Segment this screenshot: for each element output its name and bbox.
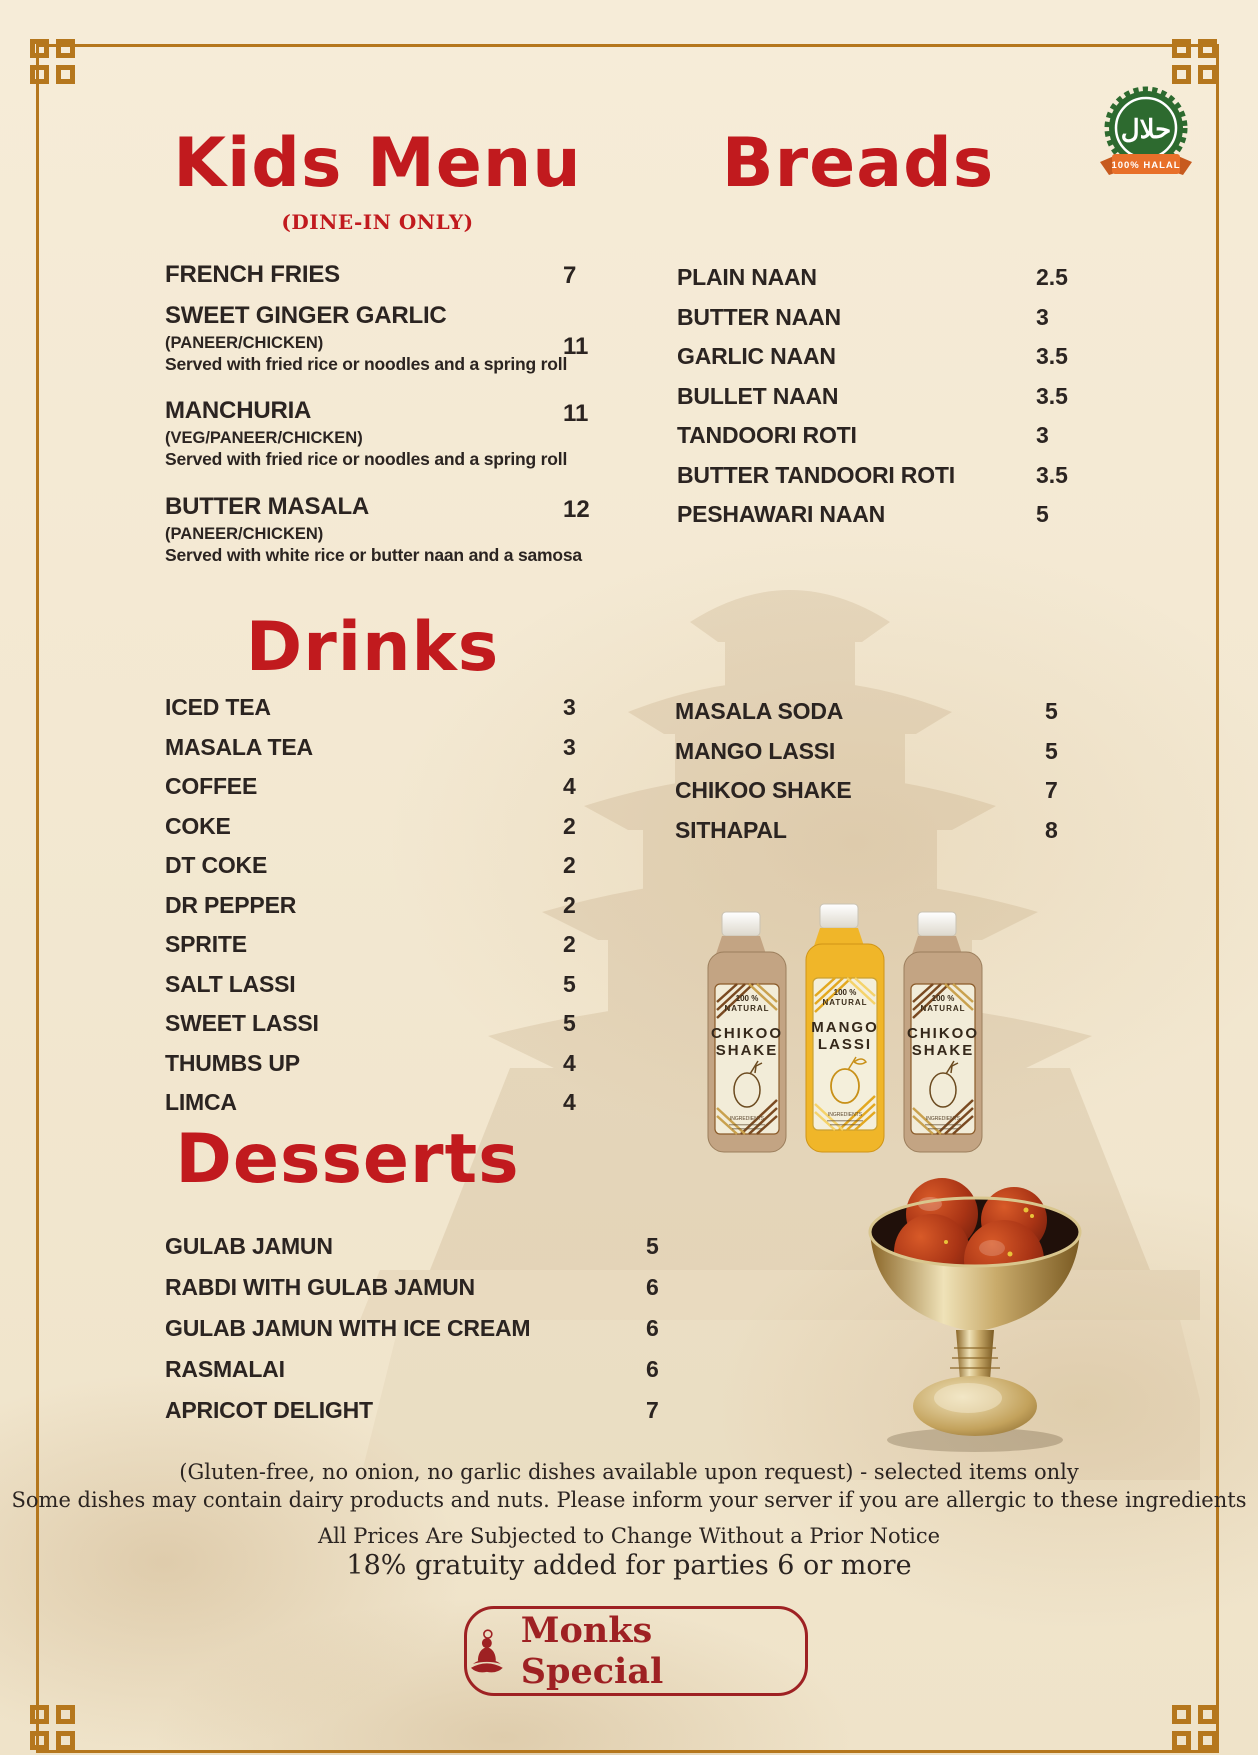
item-price: 6 — [646, 1274, 659, 1300]
item-price: 6 — [646, 1315, 659, 1341]
menu-item-row — [165, 846, 605, 886]
item-price: 2 — [563, 852, 576, 878]
item-name: THUMBS UP — [165, 1049, 300, 1076]
menu-item-row — [165, 398, 605, 470]
footer-note-prices: All Prices Are Subjected to Change Without a Prior Notice — [317, 1524, 941, 1548]
menu-item-row — [165, 807, 605, 847]
item-price: 3 — [1036, 422, 1049, 448]
drinks-list-left — [165, 688, 605, 1123]
item-name: SWEET GINGER GARLIC — [165, 302, 447, 329]
menu-item-row — [165, 262, 605, 288]
drinks-title: Drinks — [245, 608, 500, 687]
item-name: FRENCH FRIES — [165, 261, 340, 288]
menu-item-row — [677, 298, 1107, 338]
menu-item-row — [165, 965, 605, 1005]
item-name: GULAB JAMUN — [165, 1233, 333, 1259]
menu-item-row — [165, 1349, 725, 1390]
menu-item-row — [677, 337, 1107, 377]
menu-item-row — [165, 767, 605, 807]
monks-special-button[interactable] — [464, 1606, 808, 1696]
item-price: 5 — [1045, 698, 1058, 724]
corner-ornament-top-right — [1172, 39, 1217, 84]
menu-item-row — [165, 1226, 725, 1267]
item-price: 11 — [563, 333, 589, 360]
item-price: 5 — [1045, 737, 1058, 764]
corner-ornament-top-left — [30, 39, 75, 84]
item-price: 2.5 — [1036, 264, 1068, 290]
svg-text:100 %: 100 % — [735, 994, 759, 1003]
svg-text:LASSI: LASSI — [817, 1036, 873, 1053]
item-name: PLAIN NAAN — [677, 264, 817, 290]
drinks-list-right — [675, 692, 1115, 850]
item-price: 5 — [646, 1233, 659, 1259]
item-name: MASALA SODA — [675, 698, 844, 724]
kids-menu-subtitle: (DINE-IN ONLY) — [281, 210, 474, 234]
item-name: RASMALAI — [165, 1356, 285, 1382]
menu-item-row — [677, 456, 1107, 496]
menu-item-row — [675, 811, 1115, 851]
menu-item-row — [675, 732, 1115, 772]
item-name: MANCHURIA — [165, 397, 312, 424]
item-description: Served with fried rice or noodles and a spring roll — [165, 449, 568, 469]
menu-item-row — [165, 1267, 725, 1308]
svg-text:MANGO: MANGO — [811, 1019, 879, 1036]
menu-item-row — [675, 692, 1115, 732]
svg-text:SHAKE: SHAKE — [715, 1042, 779, 1059]
item-name: PESHAWARI NAAN — [677, 501, 886, 527]
meditating-monk-icon — [467, 1628, 507, 1674]
item-name: GULAB JAMUN WITH ICE CREAM — [165, 1315, 531, 1341]
item-price: 3 — [563, 694, 576, 720]
svg-text:NATURAL: NATURAL — [920, 1004, 966, 1013]
item-price: 11 — [563, 400, 589, 427]
svg-text:CHIKOO: CHIKOO — [711, 1025, 783, 1042]
svg-text:100 %: 100 % — [833, 988, 857, 997]
menu-item-row — [165, 1083, 605, 1123]
footer-note-gratuity: 18% gratuity added for parties 6 or more — [346, 1550, 912, 1581]
svg-text:CHIKOO: CHIKOO — [907, 1025, 979, 1042]
item-price: 7 — [1045, 777, 1058, 803]
menu-item-row — [165, 494, 605, 566]
item-price: 4 — [563, 773, 576, 799]
item-name: BUTTER MASALA — [165, 493, 370, 520]
item-price: 3.5 — [1036, 382, 1068, 409]
item-name: RABDI WITH GULAB JAMUN — [165, 1274, 475, 1300]
item-variant: (VEG/PANEER/CHICKEN) — [165, 429, 363, 447]
menu-item-row — [677, 258, 1107, 298]
item-price: 2 — [563, 931, 576, 957]
svg-text:INGREDIENTS: INGREDIENTS — [827, 1112, 863, 1118]
menu-item-row — [675, 771, 1115, 811]
item-price: 8 — [1045, 816, 1058, 843]
gulab-jamun-bowl-photo — [842, 1168, 1108, 1458]
item-name: MASALA TEA — [165, 733, 313, 760]
item-name: DT COKE — [165, 852, 268, 878]
corner-ornament-bottom-left — [30, 1705, 75, 1750]
item-price: 3 — [1036, 303, 1049, 330]
item-name: BUTTER NAAN — [677, 303, 841, 330]
item-name: CHIKOO SHAKE — [675, 777, 852, 803]
svg-text:INGREDIENTS: INGREDIENTS — [729, 1116, 765, 1122]
item-name: DR PEPPER — [165, 891, 297, 918]
menu-item-row — [165, 303, 605, 375]
item-name: COKE — [165, 812, 231, 839]
desserts-title: Desserts — [175, 1120, 520, 1199]
menu-item-row — [165, 1044, 605, 1084]
menu-item-row — [165, 728, 605, 768]
halal-ribbon-text: 100% HALAL — [1111, 160, 1181, 171]
item-name: SALT LASSI — [165, 970, 296, 997]
item-name: MANGO LASSI — [675, 737, 836, 764]
item-price: 6 — [646, 1356, 659, 1382]
menu-item-row — [165, 886, 605, 926]
menu-item-row — [677, 377, 1107, 417]
halal-arabic-text: حلال — [1120, 114, 1172, 144]
item-price: 7 — [563, 262, 577, 289]
item-name: BUTTER TANDOORI ROTI — [677, 461, 955, 488]
footer-note-allergy: Some dishes may contain dairy products and nuts. Please inform your server if you are allergic to these ingredients — [11, 1488, 1247, 1512]
item-name: SITHAPAL — [675, 816, 787, 843]
item-name: APRICOT DELIGHT — [165, 1397, 373, 1423]
item-description: Served with white rice or butter naan and a samosa — [165, 545, 582, 565]
menu-item-row — [165, 925, 605, 965]
menu-item-row — [677, 495, 1107, 535]
item-price: 3.5 — [1036, 461, 1068, 488]
bottle-chikoo-right — [904, 912, 982, 1152]
desserts-list — [165, 1226, 725, 1431]
breads-title: Breads — [721, 124, 995, 203]
item-price: 7 — [646, 1397, 659, 1423]
svg-text:NATURAL: NATURAL — [822, 998, 868, 1007]
item-price: 12 — [563, 496, 590, 523]
item-name: GARLIC NAAN — [677, 343, 836, 369]
item-name: LIMCA — [165, 1089, 237, 1115]
item-price: 3.5 — [1036, 343, 1068, 369]
item-price: 4 — [563, 1049, 576, 1076]
item-variant: (PANEER/CHICKEN) — [165, 525, 324, 543]
menu-item-row — [165, 1004, 605, 1044]
item-price: 5 — [563, 1010, 576, 1036]
item-name: ICED TEA — [165, 694, 271, 720]
kids-menu-title: Kids Menu — [173, 124, 582, 203]
corner-ornament-bottom-right — [1172, 1705, 1217, 1750]
menu-item-row — [165, 688, 605, 728]
item-price: 2 — [563, 812, 576, 839]
item-price: 5 — [563, 970, 576, 997]
item-variant: (PANEER/CHICKEN) — [165, 334, 324, 352]
breads-list — [677, 258, 1107, 535]
bottle-mango — [806, 904, 884, 1152]
svg-text:NATURAL: NATURAL — [724, 1004, 770, 1013]
item-name: BULLET NAAN — [677, 382, 839, 409]
footer-note-gluten: (Gluten-free, no onion, no garlic dishes available upon request) - selected items only — [179, 1460, 1079, 1484]
bottle-chikoo-left — [708, 912, 786, 1152]
menu-item-row — [165, 1308, 725, 1349]
svg-text:100 %: 100 % — [931, 994, 955, 1003]
item-price: 5 — [1036, 501, 1049, 527]
monks-special-label: Monks Special — [520, 1610, 664, 1692]
item-name: COFFEE — [165, 773, 258, 799]
drink-bottles-photo — [698, 898, 990, 1164]
menu-item-row — [677, 416, 1107, 456]
svg-text:SHAKE: SHAKE — [911, 1042, 975, 1059]
item-name: SPRITE — [165, 931, 247, 957]
item-price: 4 — [563, 1089, 576, 1115]
item-price: 3 — [563, 733, 576, 760]
halal-badge — [1098, 80, 1194, 192]
item-name: SWEET LASSI — [165, 1010, 319, 1036]
item-name: TANDOORI ROTI — [677, 422, 857, 448]
item-price: 2 — [563, 891, 576, 918]
item-description: Served with fried rice or noodles and a spring roll — [165, 354, 568, 374]
svg-text:INGREDIENTS: INGREDIENTS — [925, 1116, 961, 1122]
menu-item-row — [165, 1390, 725, 1431]
